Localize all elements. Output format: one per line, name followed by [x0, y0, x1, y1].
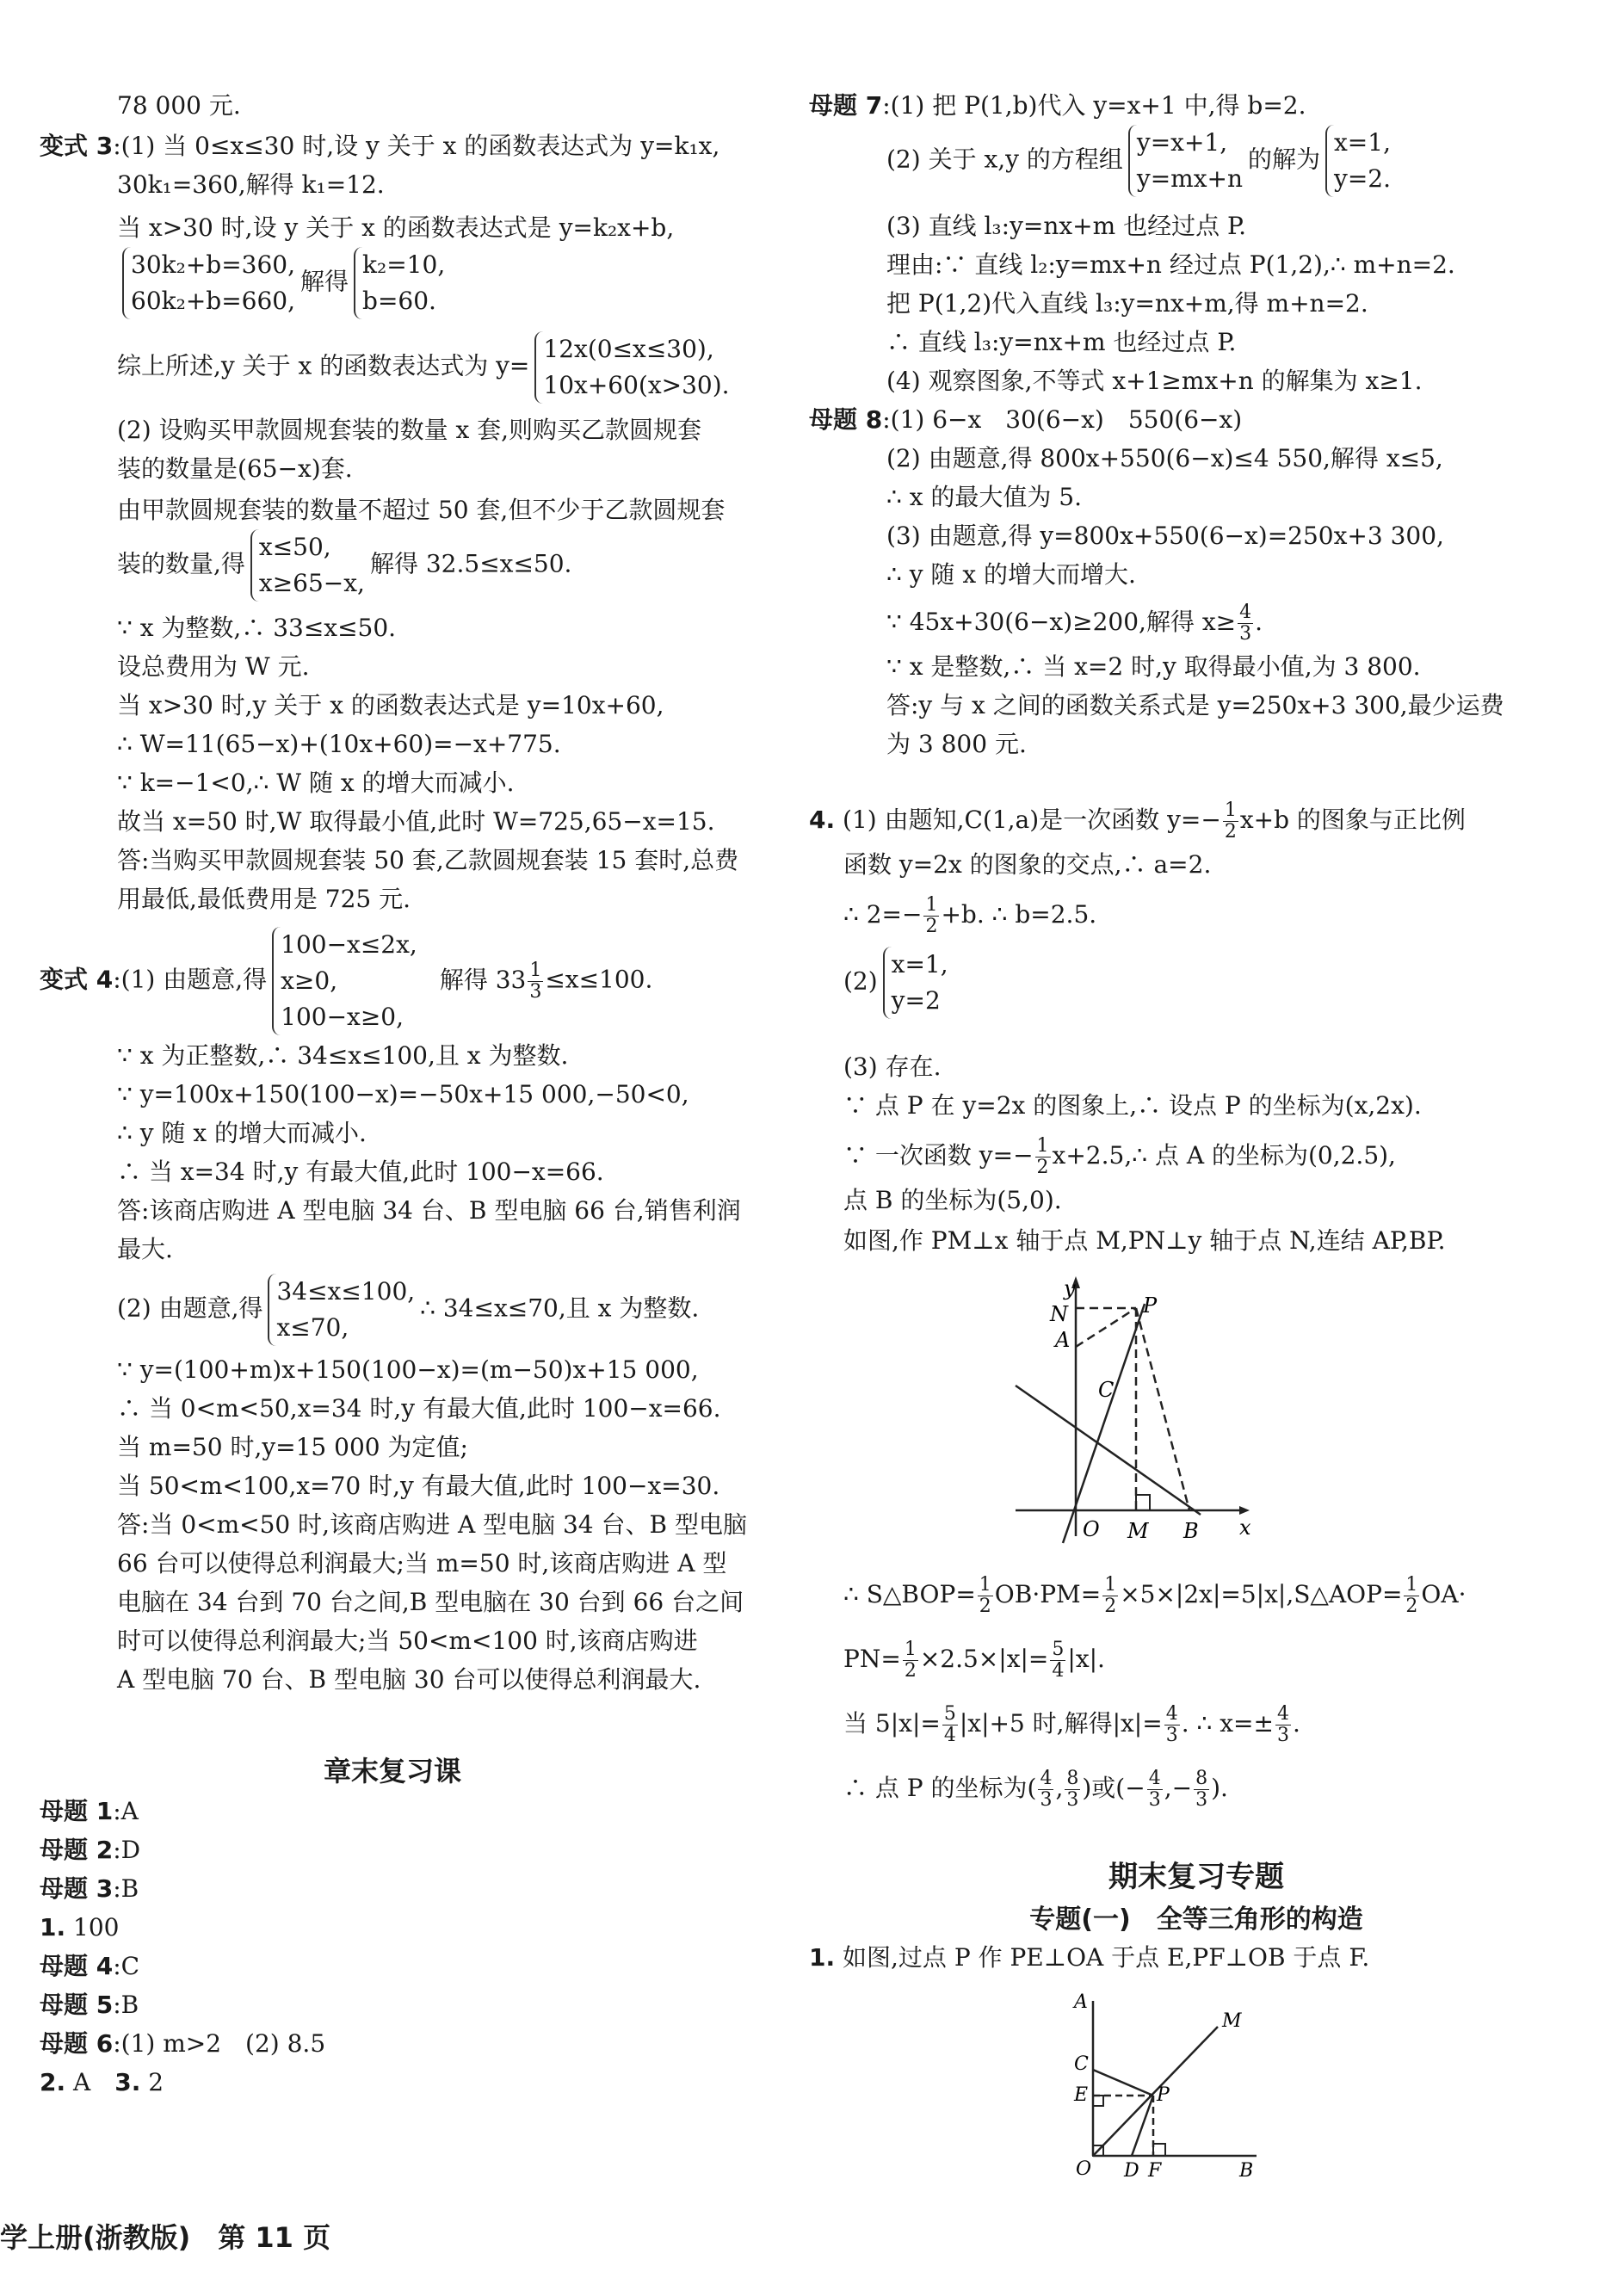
- label-y: y: [1064, 1276, 1076, 1300]
- fraction: $\frac{4}{3}$: [1276, 1703, 1289, 1746]
- segment-AP: [1076, 1308, 1136, 1347]
- text-line: 设总费用为 W 元.: [117, 652, 310, 681]
- fraction: $\frac{4}{3}$: [1040, 1768, 1053, 1811]
- fraction: $\frac{1}{2}$: [1036, 1135, 1049, 1178]
- inequality-system: x≤50, x≥65−x,: [250, 529, 365, 602]
- text-line: ∴ 当 0<m<50,x=34 时,y 有最大值,此时 100−x=66.: [117, 1394, 721, 1423]
- answer-line: 母题 1:A: [40, 1797, 139, 1825]
- fraction: $\frac{1}{3}$: [529, 959, 542, 1003]
- text-line: 母题 7:(1) 把 P(1,b)代入 y=x+1 中,得 b=2.: [809, 91, 1306, 120]
- text-line: 由甲款圆规套装的数量不超过 50 套,但不少于乙款圆规套: [117, 496, 726, 524]
- text-line: ∴ 点 P 的坐标为( $\frac{4}{3}$ , $\frac{8}{3}$ )或(− $\frac{4}{3}$ ,− $\frac{8}{3}$ ).: [843, 1768, 1228, 1811]
- fraction: $\frac{1}{2}$: [904, 1639, 917, 1682]
- answer-line: 母题 3:B: [40, 1874, 139, 1903]
- text-line: PN= $\frac{1}{2}$ ×2.5×|x|= $\frac{5}{4}$ |x|.: [843, 1639, 1105, 1682]
- label-C: C: [1098, 1378, 1115, 1402]
- text-line: A 型电脑 70 台、B 型电脑 30 台可以使得总利润最大.: [117, 1665, 701, 1694]
- inequality-system: 34≤x≤100, x≤70,: [268, 1274, 415, 1346]
- text-line: 装的数量是(65−x)套.: [117, 454, 353, 483]
- text-line: ∵ k=−1<0,∴ W 随 x 的增大而减小.: [117, 769, 515, 797]
- fraction: $\frac{1}{2}$: [979, 1574, 991, 1617]
- inequality-system: 100−x≤2x, x≥0, 100−x≥0,: [272, 927, 417, 1035]
- text-line: ∵ x 是整数,∴ 当 x=2 时,y 取得最小值,为 3 800.: [886, 652, 1421, 681]
- variant-3-label: 变式 3: [40, 132, 114, 160]
- text-line: (3) 由题意,得 y=800x+550(6−x)=250x+3 300,: [886, 522, 1444, 550]
- text-line: (2) 由题意,得 800x+550(6−x)≤4 550,解得 x≤5,: [886, 444, 1443, 472]
- text-line: 时可以使得总利润最大;当 50<m<100 时,该商店购进: [117, 1627, 698, 1655]
- label-M: M: [1127, 1519, 1149, 1543]
- text-line: ∵ 点 P 在 y=2x 的图象上,∴ 设点 P 的坐标为(x,2x).: [843, 1091, 1422, 1120]
- text-line: ∵ x 为整数,∴ 33≤x≤50.: [117, 614, 397, 642]
- inequality-system-line: (2) 由题意,得 34≤x≤100, x≤70, ∴ 34≤x≤70,且 x 为整数.: [117, 1274, 699, 1346]
- piecewise-function: 12x(0≤x≤30), 10x+60(x>30).: [534, 331, 729, 404]
- text-line: (3) 直线 l₃:y=nx+m 也经过点 P.: [886, 212, 1247, 240]
- label-B: B: [1239, 2160, 1254, 2182]
- fraction: $\frac{5}{4}$: [1052, 1639, 1065, 1682]
- text-line: ∴ W=11(65−x)+(10x+60)=−x+775.: [117, 730, 561, 758]
- text-line: 函数 y=2x 的图象的交点,∴ a=2.: [843, 850, 1212, 879]
- text-line: (4) 观察图象,不等式 x+1≥mx+n 的解集为 x≥1.: [886, 367, 1423, 395]
- text-line: 66 台可以使得总利润最大;当 m=50 时,该商店购进 A 型: [117, 1549, 727, 1577]
- equation-system: x=1, y=2.: [1325, 125, 1391, 197]
- text-line: ∴ 当 x=34 时,y 有最大值,此时 100−x=66.: [117, 1158, 604, 1186]
- text-line: ∵ y=100x+150(100−x)=−50x+15 000,−50<0,: [117, 1080, 689, 1108]
- label-A: A: [1074, 1991, 1088, 2013]
- text-line: 最大.: [117, 1235, 173, 1263]
- geometry-figure: [1067, 1984, 1274, 2182]
- text-line: ∵ x 为正整数,∴ 34≤x≤100,且 x 为整数.: [117, 1041, 569, 1070]
- text-line: 答:该商店购进 A 型电脑 34 台、B 型电脑 66 台,销售利润: [117, 1196, 741, 1225]
- fraction: $\frac{1}{2}$: [1224, 799, 1237, 843]
- fraction: $\frac{4}{3}$: [1239, 602, 1252, 645]
- text-line: 当 5|x|= $\frac{5}{4}$ |x|+5 时,解得|x|= $\frac{4}{3}$ . ∴ x=± $\frac{4}{3}$ .: [843, 1703, 1300, 1746]
- variant-4-label: 变式 4: [40, 965, 114, 994]
- right-angle-mark: [1136, 1495, 1150, 1510]
- section-title: 章末复习课: [323, 1755, 461, 1787]
- variant-4-line-1: 变式 4:(1) 由题意,得 100−x≤2x, x≥0, 100−x≥0, 解得 33 $\frac{1}{3}$ ≤x≤100.: [40, 927, 652, 1035]
- fraction: $\frac{1}{2}$: [1405, 1574, 1418, 1617]
- answer-line: 1. 100: [40, 1913, 120, 1942]
- text-line: (3) 存在.: [843, 1053, 942, 1081]
- label-F: F: [1148, 2160, 1162, 2182]
- text-line: ∵ y=(100+m)x+150(100−x)=(m−50)x+15 000,: [117, 1355, 699, 1384]
- text-line: ∵ 45x+30(6−x)≥200,解得 x≥ $\frac{4}{3}$ .: [886, 602, 1263, 645]
- text-line: 答:y 与 x 之间的函数关系式是 y=250x+3 300,最少运费: [886, 691, 1504, 719]
- text-line: 当 x>30 时,设 y 关于 x 的函数表达式是 y=k₂x+b,: [117, 213, 675, 242]
- page-footer: 学上册(浙教版) 第 11 页: [0, 2221, 331, 2254]
- answer-line: 母题 4:C: [40, 1952, 140, 1980]
- text-line: ∴ x 的最大值为 5.: [886, 483, 1083, 511]
- text-line: 当 50<m<100,x=70 时,y 有最大值,此时 100−x=30.: [117, 1472, 720, 1500]
- label-A: A: [1055, 1328, 1071, 1352]
- right-angle-mark: [1153, 2144, 1165, 2156]
- fraction: $\frac{4}{3}$: [1165, 1703, 1178, 1746]
- coordinate-figure: [1007, 1269, 1257, 1545]
- label-C: C: [1074, 2053, 1089, 2075]
- right-angle-mark: [1093, 2096, 1103, 2106]
- equation-system: 30k₂+b=360, 60k₂+b=660,: [122, 247, 295, 319]
- text-line: 30k₁=360,解得 k₁=12.: [117, 170, 385, 199]
- section-title: 期末复习专题: [1108, 1860, 1284, 1894]
- text-line: 把 P(1,2)代入直线 l₃:y=nx+m,得 m+n=2.: [886, 289, 1368, 318]
- piecewise-line: 综上所述,y 关于 x 的函数表达式为 y= 12x(0≤x≤30), 10x+60(x>30).: [117, 331, 735, 404]
- segment-CP: [1093, 2070, 1153, 2096]
- text-line: 当 m=50 时,y=15 000 为定值;: [117, 1433, 468, 1461]
- equation-system: y=x+1, y=mx+n: [1128, 125, 1243, 197]
- text-line: 母题 8:(1) 6−x 30(6−x) 550(6−x): [809, 405, 1243, 434]
- text-line: 78 000 元.: [117, 91, 241, 120]
- label-N: N: [1050, 1302, 1068, 1326]
- text-line: 答:当购买甲款圆规套装 50 套,乙款圆规套装 15 套时,总费: [117, 846, 739, 874]
- text-line: 点 B 的坐标为(5,0).: [843, 1186, 1062, 1214]
- text-line: 用最低,最低费用是 725 元.: [117, 885, 411, 913]
- label-O: O: [1076, 2158, 1092, 2180]
- text-line: 如图,作 PM⊥x 轴于点 M,PN⊥y 轴于点 N,连结 AP,BP.: [843, 1226, 1446, 1255]
- answer-line: 2. A 3. 2: [40, 2068, 164, 2096]
- label-B: B: [1183, 1519, 1199, 1543]
- text-line: 电脑在 34 台到 70 台之间,B 型电脑在 30 台到 66 台之间: [117, 1588, 744, 1616]
- fraction: $\frac{5}{4}$: [943, 1703, 956, 1746]
- equation-system: x=1, y=2: [883, 947, 948, 1019]
- text-line: 故当 x=50 时,W 取得最小值,此时 W=725,65−x=15.: [117, 807, 715, 836]
- text-line: ∴ 2=− $\frac{1}{2}$ +b. ∴ b=2.5.: [843, 894, 1097, 937]
- text-line: ∴ y 随 x 的增大而增大.: [886, 560, 1136, 589]
- text-line: ∴ S△BOP= $\frac{1}{2}$ OB·PM= $\frac{1}{2}$ ×5×|2x|=5|x|,S△AOP= $\frac{1}{2}$ OA·: [843, 1574, 1467, 1617]
- ray-OM: [1093, 2027, 1218, 2156]
- text-line: ∴ 直线 l₃:y=nx+m 也经过点 P.: [886, 328, 1237, 356]
- equation-system-line: 30k₂+b=360, 60k₂+b=660, 解得 k₂=10, b=60.: [117, 247, 450, 319]
- text-line: 为 3 800 元.: [886, 730, 1027, 758]
- equation-system: k₂=10, b=60.: [354, 247, 445, 319]
- fraction: $\frac{8}{3}$: [1066, 1768, 1079, 1811]
- variant-3-line-1: 变式 3:(1) 当 0≤x≤30 时,设 y 关于 x 的函数表达式为 y=k₁x,: [40, 132, 720, 160]
- answer-line: 母题 6:(1) m>2 (2) 8.5: [40, 2029, 326, 2058]
- fraction: $\frac{1}{2}$: [1104, 1574, 1117, 1617]
- label-E: E: [1074, 2084, 1089, 2106]
- text-line: 4. (1) 由题知,C(1,a)是一次函数 y=− $\frac{1}{2}$ x+b 的图象与正比例: [809, 799, 1466, 843]
- text-line: 当 x>30 时,y 关于 x 的函数表达式是 y=10x+60,: [117, 691, 664, 719]
- text-line: 1. 如图,过点 P 作 PE⊥OA 于点 E,PF⊥OB 于点 F.: [809, 1943, 1370, 1972]
- fraction: $\frac{8}{3}$: [1195, 1768, 1208, 1811]
- text-line: 理由:∵ 直线 l₂:y=mx+n 经过点 P(1,2),∴ m+n=2.: [886, 250, 1455, 279]
- text-line: (2) 设购买甲款圆规套装的数量 x 套,则购买乙款圆规套: [117, 416, 702, 444]
- label-M: M: [1222, 2010, 1242, 2032]
- text-line: ∵ 一次函数 y=− $\frac{1}{2}$ x+2.5,∴ 点 A 的坐标为(0,2.5),: [843, 1135, 1396, 1178]
- label-D: D: [1124, 2160, 1139, 2182]
- label-P: P: [1157, 2084, 1170, 2106]
- segment-BP: [1136, 1308, 1189, 1510]
- equation-system-line: (2) 关于 x,y 的方程组 y=x+1, y=mx+n 的解为 x=1, y=2.: [886, 125, 1396, 197]
- line-AB: [1016, 1386, 1201, 1515]
- label-P: P: [1143, 1293, 1158, 1318]
- text-line: ∴ y 随 x 的增大而减小.: [117, 1119, 367, 1147]
- answer-line: 母题 2:D: [40, 1836, 141, 1864]
- label-x: x: [1239, 1516, 1251, 1540]
- equation-system-line: (2) x=1, y=2: [843, 947, 954, 1019]
- answer-line: 母题 5:B: [40, 1991, 139, 2019]
- label-O: O: [1083, 1517, 1100, 1541]
- text-line: 答:当 0<m<50 时,该商店购进 A 型电脑 34 台、B 型电脑: [117, 1510, 747, 1539]
- fraction: $\frac{4}{3}$: [1148, 1768, 1161, 1811]
- inequality-system-line: 装的数量,得 x≤50, x≥65−x, 解得 32.5≤x≤50.: [117, 529, 571, 602]
- section-subtitle: 专题(一) 全等三角形的构造: [1029, 1905, 1363, 1935]
- fraction: $\frac{1}{2}$: [925, 894, 938, 937]
